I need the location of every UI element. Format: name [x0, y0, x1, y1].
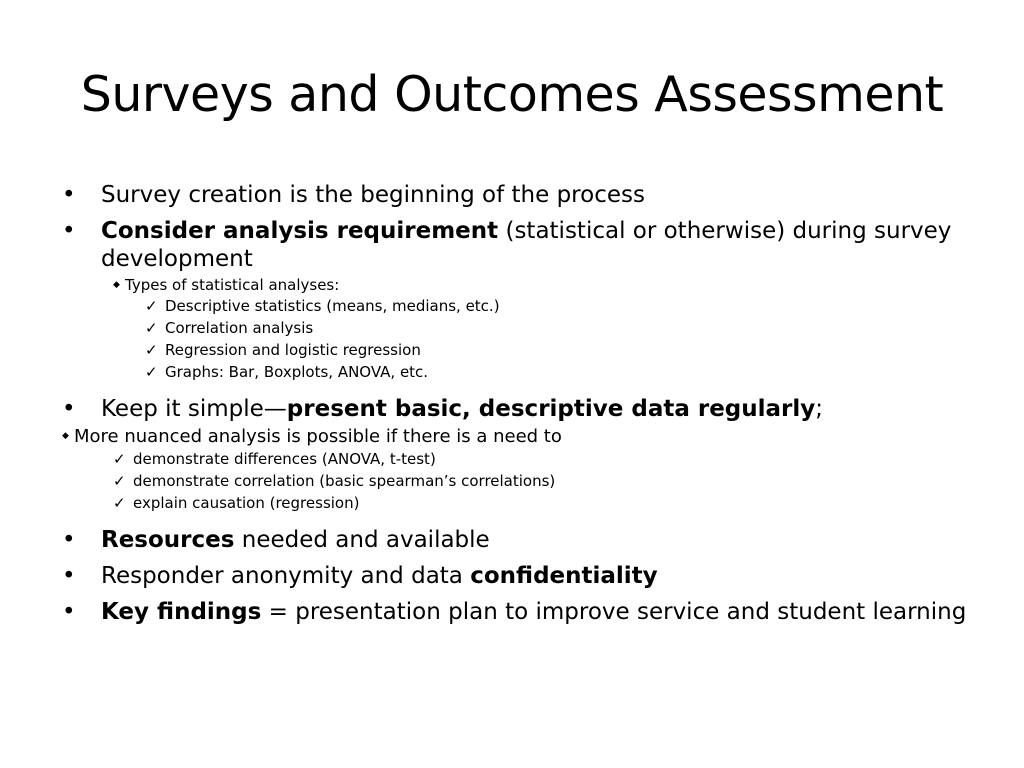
bullet-text: [74, 425, 1024, 448]
text-run: explain causation (regression): [133, 494, 360, 512]
bold-text-run: Consider analysis requirement: [101, 218, 499, 244]
bullet-item: [0, 295, 1024, 317]
text-run: More nuanced analysis is possible if there is a need to: [74, 426, 562, 447]
bullet-text: [101, 395, 1024, 423]
bullet-text: [101, 598, 1024, 626]
diamond-bullet-icon: ◆: [62, 431, 69, 441]
check-icon: ✓: [145, 319, 158, 337]
bullet-text: [101, 181, 1024, 209]
slide-title: Surveys and Outcomes Assessment: [80, 66, 944, 123]
bullet-text: [133, 492, 1024, 514]
bold-text-run: confidentiality: [470, 563, 658, 589]
diamond-bullet-icon: ◆: [113, 280, 120, 290]
bullet-item: [0, 526, 1024, 554]
bullet-item: [0, 562, 1024, 590]
bullet-icon: •: [62, 527, 76, 553]
check-icon: ✓: [145, 297, 158, 315]
check-icon: ✓: [145, 341, 158, 359]
bold-text-run: Key findings: [101, 599, 262, 625]
check-icon: ✓: [113, 494, 126, 512]
bold-text-run: Resources: [101, 527, 235, 553]
bullet-item: [0, 492, 1024, 514]
text-run: Regression and logistic regression: [165, 341, 421, 359]
text-run: Responder anonymity and data: [101, 563, 471, 589]
bullet-icon: •: [62, 182, 76, 208]
bullet-icon: •: [62, 563, 76, 589]
bullet-text: [133, 448, 1024, 470]
text-run: ;: [815, 396, 824, 422]
bullet-item: [0, 598, 1024, 626]
text-run: (statistical or otherwise) during survey development: [101, 218, 952, 272]
bullet-item: [0, 395, 1024, 423]
bullet-text: [165, 339, 1024, 361]
bullet-icon: •: [62, 396, 76, 422]
text-run: Keep it simple—: [101, 396, 287, 422]
bullet-icon: •: [62, 599, 76, 625]
bullet-icon: •: [62, 218, 76, 244]
check-icon: ✓: [113, 450, 126, 468]
bullet-text: [165, 295, 1024, 317]
bullet-item: [0, 317, 1024, 339]
bullet-item: [0, 361, 1024, 383]
text-run: Descriptive statistics (means, medians, etc.): [165, 297, 500, 315]
bullet-text: [101, 562, 1024, 590]
bullet-text: [133, 470, 1024, 492]
bold-text-run: present basic, descriptive data regularly: [286, 396, 816, 422]
bullet-text: [165, 361, 1024, 383]
bullet-text: [101, 217, 1024, 273]
text-run: Graphs: Bar, Boxplots, ANOVA, etc.: [165, 363, 429, 381]
text-run: demonstrate differences (ANOVA, t-test): [133, 450, 436, 468]
bullet-item: [0, 448, 1024, 470]
bullet-item: [0, 217, 1024, 273]
bullet-item: [0, 275, 1024, 295]
text-run: demonstrate correlation (basic spearman’s correlations): [133, 472, 556, 490]
check-icon: ✓: [113, 472, 126, 490]
text-run: Types of statistical analyses:: [125, 276, 340, 294]
bullet-item: [0, 470, 1024, 492]
text-run: Survey creation is the beginning of the process: [101, 182, 645, 208]
bullet-item: [0, 181, 1024, 209]
bullet-text: [101, 526, 1024, 554]
slide-body: [0, 181, 1024, 626]
bullet-item: [0, 425, 1024, 448]
text-run: needed and available: [234, 527, 490, 553]
bullet-item: [0, 339, 1024, 361]
text-run: Correlation analysis: [165, 319, 314, 337]
text-run: = presentation plan to improve service and student learning: [261, 599, 967, 625]
check-icon: ✓: [145, 363, 158, 381]
bullet-text: [165, 317, 1024, 339]
bullet-text: [125, 275, 1024, 295]
